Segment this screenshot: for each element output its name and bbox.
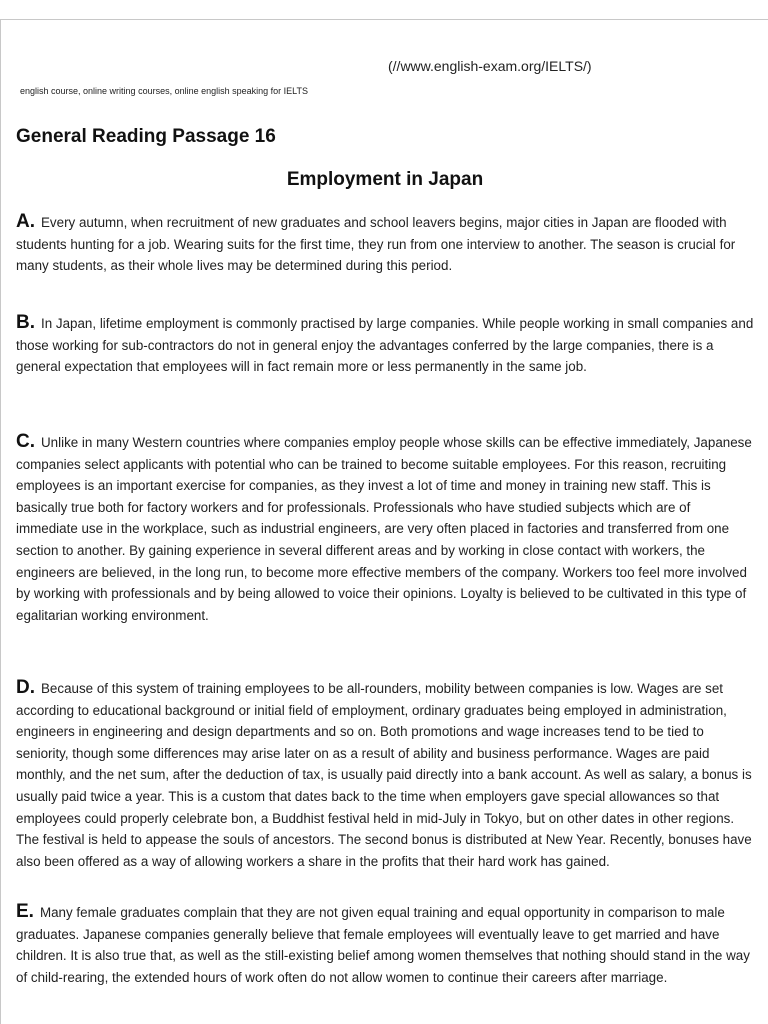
paragraph-letter: A. — [16, 211, 35, 232]
paragraph-b — [16, 312, 754, 378]
paragraph-letter: E. — [16, 901, 34, 922]
paragraph-text: Because of this system of training employees to be all-rounders, mobility between companies is low. Wages are set according to educational background or initial field of employment, ordinary graduates being employed in administration, engineers in engineering and design departments and so on. Both promotions and wage increases tend to be tied to seniority, though some differences may arise later on as a result of ability and business performance. Wages are paid monthly, and the net sum, after the deduction of tax, is usually paid directly into a bank account. As well as salary, a bonus is usually paid twice a year. This is a custom that dates back to the time when employers gave special allowances so that employees could properly celebrate bon, a Buddhist festival held in mid-July in Tokyo, but on other dates in other regions. The festival is held to appease the souls of ancestors. The second bonus is distributed at New Year. Recently, bonuses have also been offered as a way of allowing workers a share in the profits that their hard work has gained. — [16, 681, 752, 869]
paragraph-letter: D. — [16, 677, 35, 698]
paragraph-text: Every autumn, when recruitment of new graduates and school leavers begins, major cities in Japan are flooded with students hunting for a job. Wearing suits for the first time, they run from one interview to another. The season is crucial for many students, as their whole lives may be determined during this period. — [16, 215, 736, 274]
paragraph-d — [16, 677, 754, 872]
site-tagline: english course, online writing courses, online english speaking for IELTS — [20, 86, 308, 96]
paragraph-e — [16, 901, 754, 988]
paragraph-letter: C. — [16, 431, 35, 452]
paragraph-text: In Japan, lifetime employment is commonly practised by large companies. While people working in small companies and those working for sub-contractors do not in general enjoy the advantages conferred by the large companies, there is a general expectation that employees will in fact remain more or less permanently in the same job. — [16, 316, 754, 375]
paragraph-c — [16, 431, 754, 626]
passage-title: Employment in Japan — [286, 169, 484, 190]
paragraph-text: Many female graduates complain that they are not given equal training and equal opportunity in comparison to male graduates. Japanese companies generally believe that female employees will eventually leave to get married and have children. It is also true that, as well as the still-existing belief among women themselves that nothing should stand in the way of child-rearing, the extended hours of work often do not allow women to continue their careers after marriage. — [16, 905, 750, 985]
document-page — [0, 19, 768, 1024]
paragraph-text: Unlike in many Western countries where companies employ people whose skills can be effective immediately, Japanese companies select applicants with potential who can be trained to become suitable employees. For this reason, recruiting employees is an important exercise for companies, as they invest a lot of time and money in training new staff. This is basically true both for factory workers and for professionals. Professionals who have studied subjects which are of immediate use in the workplace, such as industrial engineers, are very often placed in factories and transferred from one section to another. By gaining experience in several different areas and by working in close contact with workers, the engineers are believed, in the long run, to become more effective members of the company. Workers too feel more involved by working with professionals and by being allowed to voice their opinions. Loyalty is believed to be cultivated in this type of egalitarian working environment. — [16, 435, 752, 623]
source-url: (//www.english-exam.org/IELTS/) — [388, 58, 592, 74]
paragraph-letter: B. — [16, 312, 35, 333]
paragraph-a — [16, 211, 754, 277]
passage-heading: General Reading Passage 16 — [16, 126, 276, 147]
